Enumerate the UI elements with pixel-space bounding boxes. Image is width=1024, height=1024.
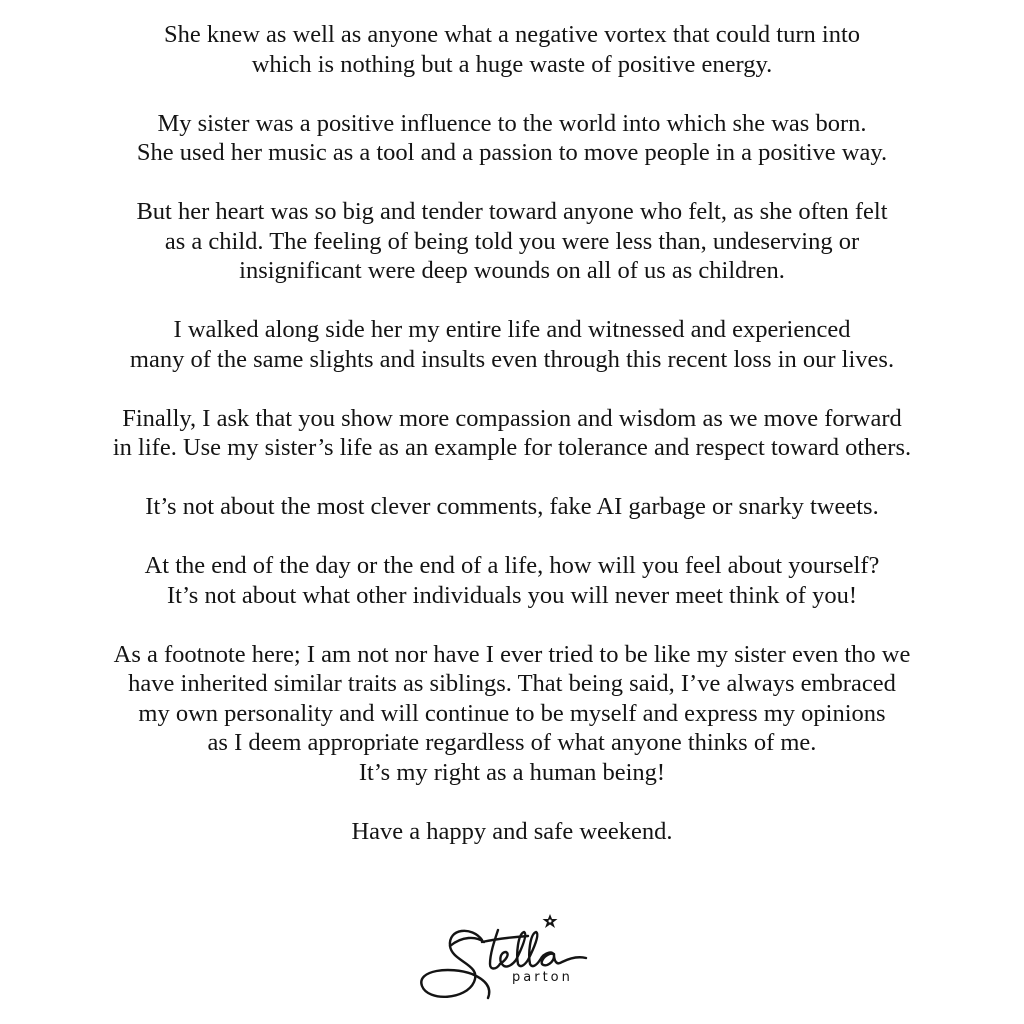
text-line: I walked along side her my entire life and witnessed and experienced xyxy=(173,316,851,343)
text-line: Finally, I ask that you show more compassion and wisdom as we move forward xyxy=(122,404,902,432)
paragraph-big-heart xyxy=(0,197,1024,286)
text-line: It’s not about the most clever comments, fake AI garbage or snarky tweets. xyxy=(145,493,879,520)
paragraph-vortex xyxy=(0,20,1024,79)
letter-body xyxy=(0,20,1024,876)
text-line: as I deem appropriate regardless of what anyone thinks of me. xyxy=(207,729,817,756)
text-line: which is nothing but a huge waste of positive energy. xyxy=(251,50,773,78)
text-line: my own personality and will continue to be myself and express my opinions xyxy=(138,699,886,727)
text-line: My sister was a positive influence to the world into which she was born. xyxy=(157,109,867,137)
text-line: many of the same slights and insults even through this recent loss in our lives. xyxy=(129,345,895,373)
stella-parton-signature xyxy=(410,906,610,1010)
paragraph-clever-comments xyxy=(0,492,1024,522)
paragraph-compassion xyxy=(0,404,1024,463)
paragraph-end-of-day xyxy=(0,551,1024,610)
text-line: But her heart was so big and tender toward anyone who felt, as she often felt xyxy=(136,198,888,225)
text-line: insignificant were deep wounds on all of us as children. xyxy=(239,257,785,284)
text-line: as a child. The feeling of being told you were less than, undeserving or xyxy=(164,227,860,255)
paragraph-closing xyxy=(0,817,1024,847)
text-line: It’s my right as a human being! xyxy=(358,758,666,786)
text-line: Have a happy and safe weekend. xyxy=(351,817,673,845)
paragraph-positive-influence xyxy=(0,109,1024,168)
paragraph-walked-alongside xyxy=(0,315,1024,374)
text-line: As a footnote here; I am not nor have I ever tried to be like my sister even tho we xyxy=(113,640,911,668)
text-line: She knew as well as anyone what a negative vortex that could turn into xyxy=(163,21,860,48)
signature-logo xyxy=(410,906,610,1010)
paragraph-footnote xyxy=(0,640,1024,788)
signature-surname: parton xyxy=(512,970,573,985)
text-line: in life. Use my sister’s life as an example for tolerance and respect toward others. xyxy=(112,434,912,461)
text-line: have inherited similar traits as siblings. That being said, I’ve always embraced xyxy=(128,670,896,697)
text-line: At the end of the day or the end of a life, how will you feel about yourself? xyxy=(144,552,880,579)
text-line: She used her music as a tool and a passion to move people in a positive way. xyxy=(136,139,888,166)
text-line: It’s not about what other individuals you will never meet think of you! xyxy=(167,581,857,609)
